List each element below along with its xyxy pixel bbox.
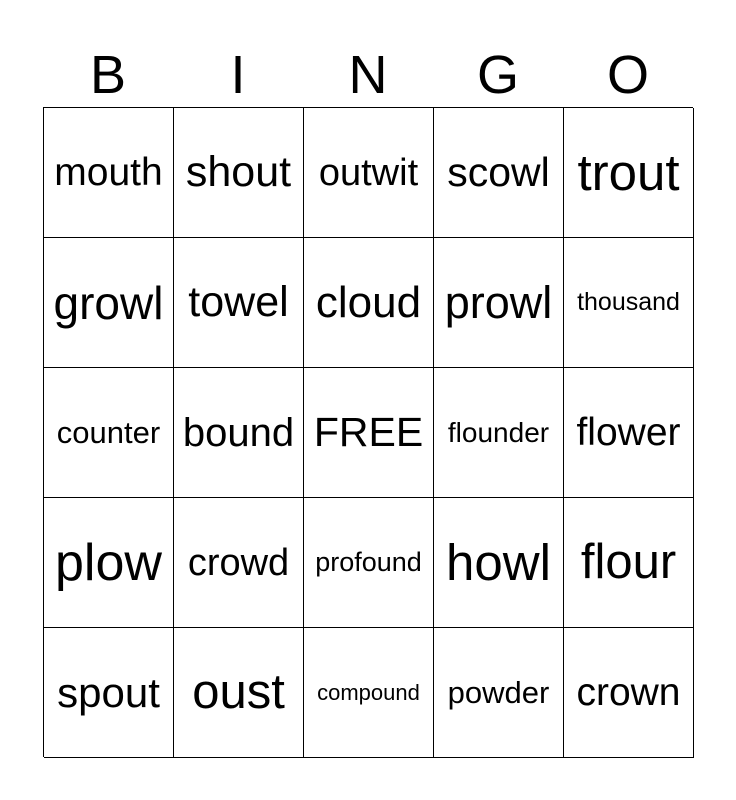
bingo-cell[interactable]: flower xyxy=(564,368,694,498)
bingo-cell[interactable]: trout xyxy=(564,108,694,238)
bingo-cell[interactable]: mouth xyxy=(44,108,174,238)
bingo-cell[interactable]: spout xyxy=(44,628,174,758)
header-letter-o: O xyxy=(606,45,649,105)
bingo-cell[interactable]: outwit xyxy=(304,108,434,238)
header-letter-n: N xyxy=(348,45,388,105)
bingo-cell[interactable]: scowl xyxy=(434,108,564,238)
bingo-cell[interactable]: towel xyxy=(174,238,304,368)
bingo-card-grid xyxy=(43,107,693,757)
bingo-cell[interactable]: flour xyxy=(564,498,694,628)
bingo-cell[interactable]: powder xyxy=(434,628,564,758)
bingo-cell[interactable]: crowd xyxy=(174,498,304,628)
bingo-cell[interactable]: growl xyxy=(44,238,174,368)
bingo-cell[interactable]: compound xyxy=(304,628,434,758)
bingo-cell[interactable]: plow xyxy=(44,498,174,628)
bingo-cell[interactable]: bound xyxy=(174,368,304,498)
bingo-cell[interactable]: counter xyxy=(44,368,174,498)
bingo-cell[interactable]: prowl xyxy=(434,238,564,368)
bingo-cell[interactable]: howl xyxy=(434,498,564,628)
bingo-cell[interactable]: shout xyxy=(174,108,304,238)
bingo-cell[interactable]: cloud xyxy=(304,238,434,368)
bingo-header xyxy=(43,44,693,106)
header-letter-b: B xyxy=(89,45,127,105)
bingo-cell[interactable]: crown xyxy=(564,628,694,758)
bingo-cell[interactable]: oust xyxy=(174,628,304,758)
bingo-cell[interactable]: thousand xyxy=(564,238,694,368)
bingo-cell[interactable]: profound xyxy=(304,498,434,628)
header-letter-g: G xyxy=(476,45,519,105)
header-letter-i: I xyxy=(230,45,246,105)
bingo-cell[interactable]: flounder xyxy=(434,368,564,498)
bingo-free-space: FREE xyxy=(304,368,434,498)
